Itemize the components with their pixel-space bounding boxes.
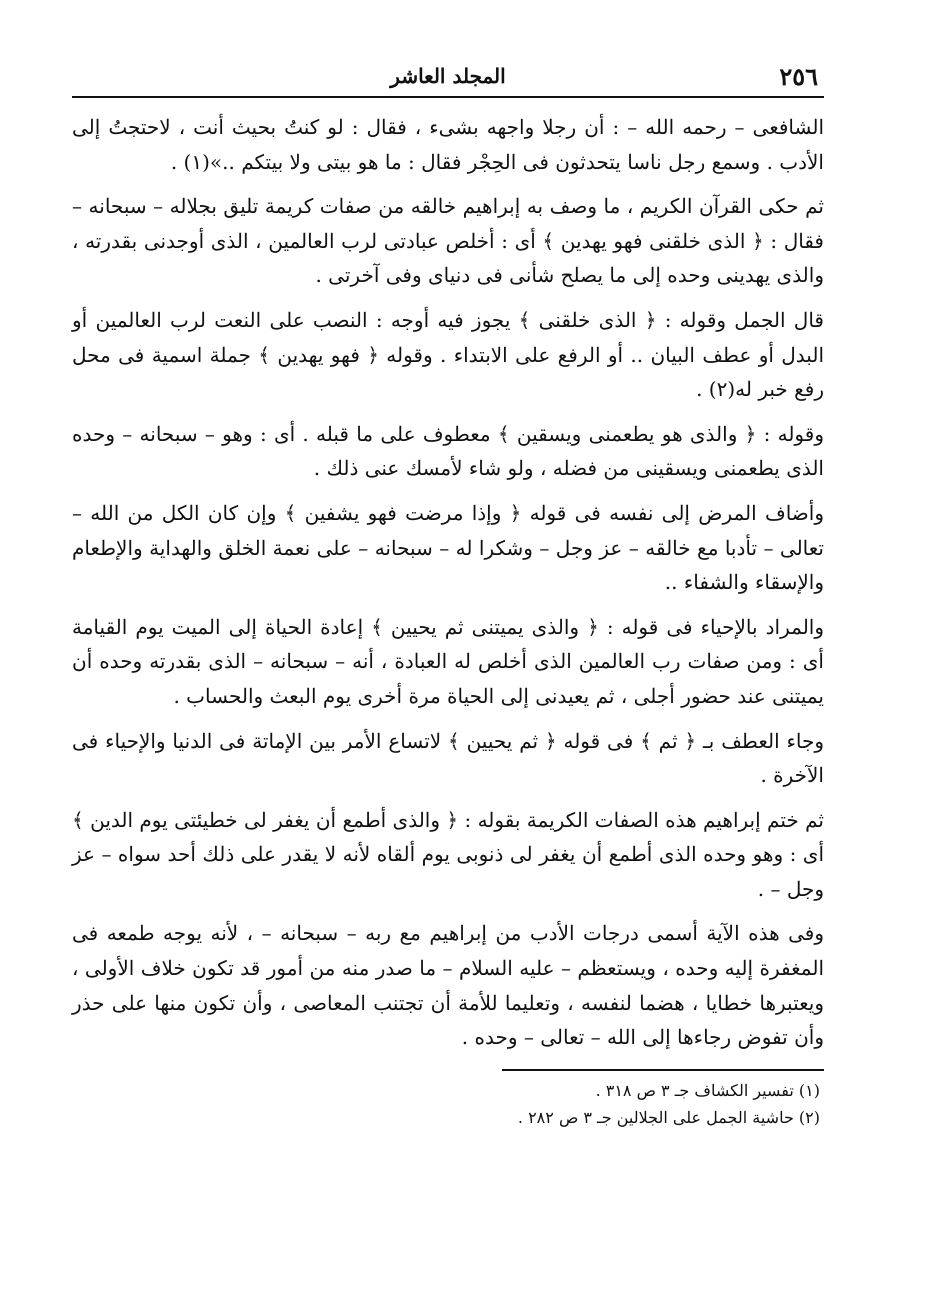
page-number: ٢٥٦ [779,62,818,91]
footnote-divider [502,1069,824,1071]
footnotes [72,1077,824,1131]
book-page [72,62,824,1131]
page-header [72,62,824,98]
paragraph-4: وقوله : ﴿ والذى هو يطعمنى ويسقين ﴾ معطوف على ما قبله . أى : وهو – سبحانه – وحده الذى يطعمنى ويسقينى من فضله ، ولو شاء لأمسك عنى ذلك . [72,421,824,481]
paragraph-5: وأضاف المرض إلى نفسه فى قوله ﴿ وإذا مرضت فهو يشفين ﴾ وإن كان الكل من الله – تعالى – تأدبا مع خالقه – عز وجل – وشكرا له – سبحانه – على نعمة الخلق والهداية والإطعام والإسقاء والشفاء .. [72,500,824,595]
paragraph-3: قال الجمل وقوله : ﴿ الذى خلقنى ﴾ يجوز فيه أوجه : النصب على النعت لرب العالمين أو البدل أو عطف البيان .. أو الرفع على الابتداء . وقوله ﴿ فهو يهدين ﴾ جملة اسمية فى محل رفع خبر له(٢) . [72,307,824,402]
paragraph-2: ثم حكى القرآن الكريم ، ما وصف به إبراهيم خالقه من صفات كريمة تليق بجلاله – سبحانه – فقال : ﴿ الذى خلقنى فهو يهدين ﴾ أى : أخلص عبادتى لرب العالمين ، الذى أوجدنى بقدرته ، والذى يهدينى وحده إلى ما يصلح شأنى فى دنياى وفى آخرتى . [72,194,824,288]
paragraph-7: وجاء العطف بـ ﴿ ثم ﴾ فى قوله ﴿ ثم يحيين ﴾ لاتساع الأمر بين الإماتة فى الدنيا والإحياء فى الآخرة . [72,728,824,788]
paragraph-6: والمراد بالإحياء فى قوله : ﴿ والذى يميتنى ثم يحيين ﴾ إعادة الحياة إلى الميت يوم القيامة أى : ومن صفات رب العالمين الذى أخلص له العبادة ، أنه – سبحانه – الذى بقدرته وحده أن يميتنى عند حضور أجلى ، ثم يعيدنى إلى الحياة مرة أخرى يوم البعث والحساب . [72,614,824,708]
paragraph-8: ثم ختم إبراهيم هذه الصفات الكريمة بقوله : ﴿ والذى أطمع أن يغفر لى خطيئتى يوم الدين ﴾ أى : وهو وحده الذى أطمع أن يغفر لى ذنوبى يوم ألقاه لأنه لا يقدر على ذلك أحد سواه – عز وجل – . [72,807,824,901]
running-title: المجلد العاشر [390,64,506,88]
footnote-1: (١) تفسير الكشاف جـ ٣ ص ٣١٨ . [595,1080,820,1100]
body-text [72,110,824,1055]
paragraph-1: الشافعى – رحمه الله – : أن رجلا واجهه بشىء ، فقال : لو كنتُ بحيث أنت ، لاحتجتُ إلى الأدب . وسمع رجل ناسا يتحدثون فى الحِجْر فقال : ما هو بيتى ولا بيتكم ..»(١) . [72,115,824,174]
paragraph-9: وفى هذه الآية أسمى درجات الأدب من إبراهيم مع ربه – سبحانه – ، لأنه يوجه طمعه فى المغفرة إليه وحده ، ويستعظم – عليه السلام – ما صدر منه من أمور قد تكون خلاف الأولى ، ويعتبرها خطايا ، هضما لنفسه ، وتعليما للأمة أن تجتنب المعاصى ، وأن تكون منها على حذر وأن تفوض رجاءها إلى الله – تعالى – وحده . [72,921,824,1050]
footnote-2: (٢) حاشية الجمل على الجلالين جـ ٣ ص ٢٨٢ . [517,1107,820,1127]
